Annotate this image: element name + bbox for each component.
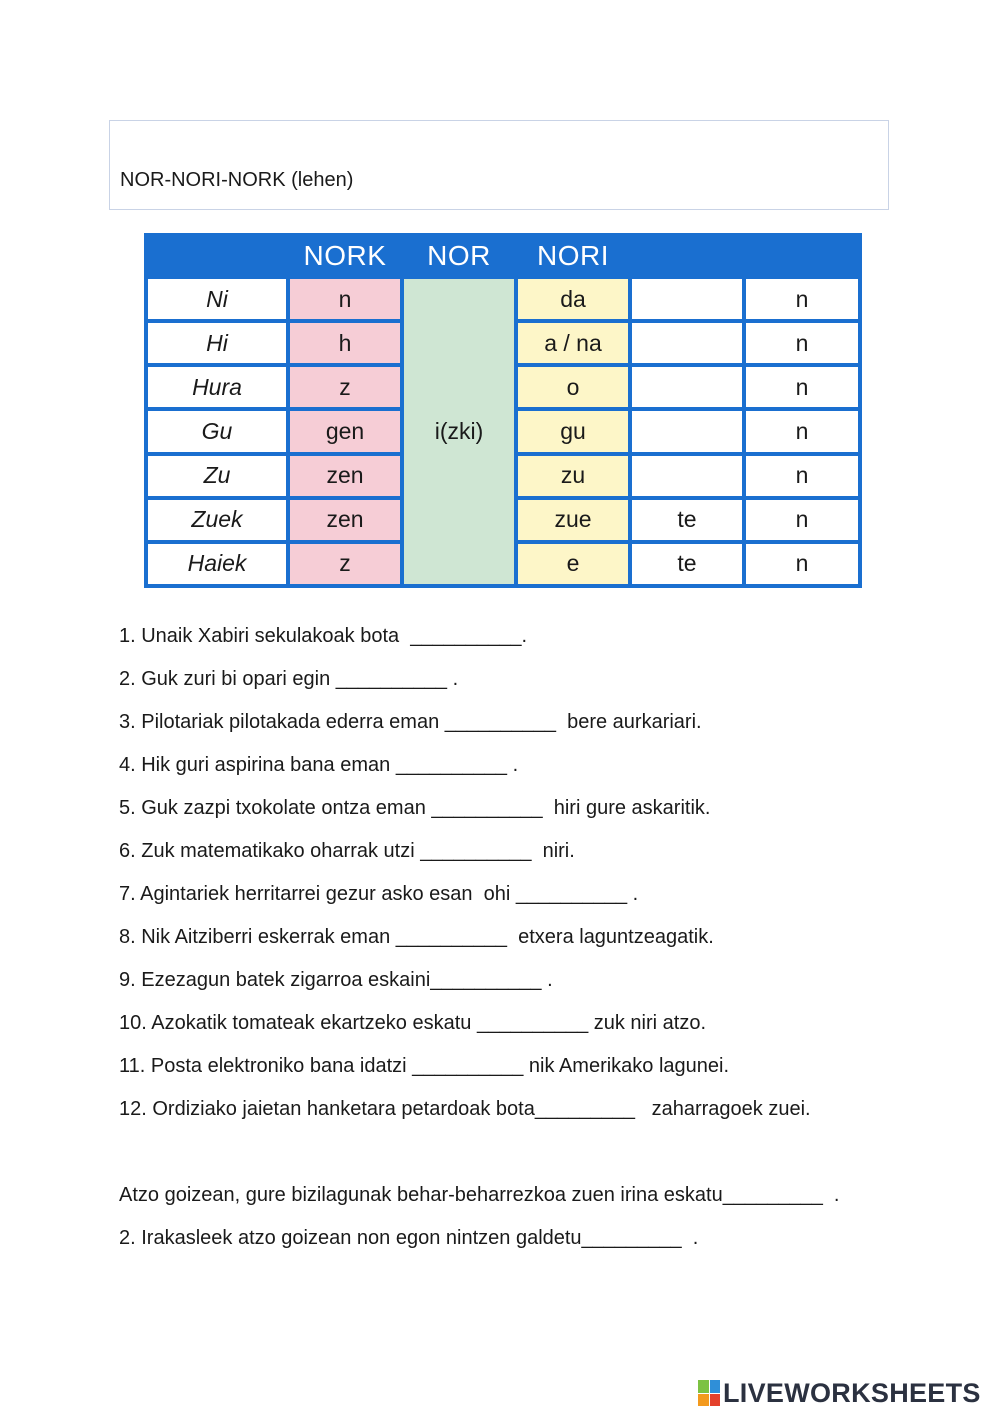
plural-cell xyxy=(630,277,744,321)
table-row xyxy=(146,277,860,321)
plural-cell xyxy=(630,409,744,453)
ending-cell: n xyxy=(744,409,860,453)
header-nor: NOR xyxy=(402,235,516,277)
sentence-10: 10. Azokatik tomateak ekartzeko eskatu __________ zuk niri atzo. xyxy=(119,1012,707,1034)
pronoun-cell: Hi xyxy=(146,321,288,365)
sentence-7: 7. Agintariek herritarrei gezur asko esan ohi __________ . xyxy=(119,883,639,905)
conjugation-table xyxy=(144,233,862,588)
nork-cell: h xyxy=(288,321,402,365)
sentence-9: 9. Ezezagun batek zigarroa eskaini__________ . xyxy=(119,969,553,991)
sentence-2: 2. Guk zuri bi opari egin __________ . xyxy=(119,668,459,690)
nor-cell: i(zki) xyxy=(402,277,516,586)
ending-cell: n xyxy=(744,542,860,586)
plural-cell: te xyxy=(630,542,744,586)
table-header-row xyxy=(146,235,860,277)
title-box xyxy=(109,120,889,210)
pronoun-cell: Hura xyxy=(146,365,288,409)
sentence-3: 3. Pilotariak pilotakada ederra eman __________ bere aurkariari. xyxy=(119,711,702,733)
logo-icon xyxy=(698,1380,720,1406)
ending-cell: n xyxy=(744,454,860,498)
header-empty-3 xyxy=(744,235,860,277)
nori-cell: a / na xyxy=(516,321,630,365)
pronoun-cell: Zu xyxy=(146,454,288,498)
ending-cell: n xyxy=(744,498,860,542)
nork-cell: gen xyxy=(288,409,402,453)
pronoun-cell: Zuek xyxy=(146,498,288,542)
plural-cell xyxy=(630,365,744,409)
exercise-sentences xyxy=(119,615,811,1131)
ending-cell: n xyxy=(744,365,860,409)
sentence-5: 5. Guk zazpi txokolate ontza eman __________ hiri gure askaritik. xyxy=(119,797,711,819)
nork-cell: z xyxy=(288,542,402,586)
sentence-11: 11. Posta elektroniko bana idatzi __________ nik Amerikako lagunei. xyxy=(119,1055,730,1077)
plural-cell: te xyxy=(630,498,744,542)
sentence-12: 12. Ordiziako jaietan hanketara petardoak bota_________ zaharragoek zuei. xyxy=(119,1098,811,1120)
sentence-1: 1. Unaik Xabiri sekulakoak bota __________. xyxy=(119,625,528,647)
nori-cell: e xyxy=(516,542,630,586)
nork-cell: n xyxy=(288,277,402,321)
sentence-6: 6. Zuk matematikako oharrak utzi __________ niri. xyxy=(119,840,575,862)
plural-cell xyxy=(630,454,744,498)
extra-sentences xyxy=(119,1174,840,1260)
nori-cell: zue xyxy=(516,498,630,542)
liveworksheets-logo xyxy=(698,1377,981,1409)
header-nori: NORI xyxy=(516,235,630,277)
nori-cell: gu xyxy=(516,409,630,453)
ending-cell: n xyxy=(744,321,860,365)
header-empty-1 xyxy=(146,235,288,277)
pronoun-cell: Gu xyxy=(146,409,288,453)
pronoun-cell: Ni xyxy=(146,277,288,321)
extra-sentence-1: Atzo goizean, gure bizilagunak behar-beharrezkoa zuen irina eskatu_________ . xyxy=(119,1184,840,1206)
pronoun-cell: Haiek xyxy=(146,542,288,586)
extra-sentence-2: 2. Irakasleek atzo goizean non egon nintzen galdetu_________ . xyxy=(119,1227,699,1249)
header-empty-2 xyxy=(630,235,744,277)
nori-cell: zu xyxy=(516,454,630,498)
sentence-8: 8. Nik Aitziberri eskerrak eman __________ etxera laguntzeagatik. xyxy=(119,926,714,948)
ending-cell: n xyxy=(744,277,860,321)
nork-cell: zen xyxy=(288,454,402,498)
nori-cell: da xyxy=(516,277,630,321)
logo-text: LIVEWORKSHEETS xyxy=(723,1377,981,1408)
plural-cell xyxy=(630,321,744,365)
page-title: NOR-NORI-NORK (lehen) xyxy=(120,169,354,191)
nork-cell: zen xyxy=(288,498,402,542)
header-nork: NORK xyxy=(288,235,402,277)
sentence-4: 4. Hik guri aspirina bana eman __________ . xyxy=(119,754,519,776)
nori-cell: o xyxy=(516,365,630,409)
nork-cell: z xyxy=(288,365,402,409)
